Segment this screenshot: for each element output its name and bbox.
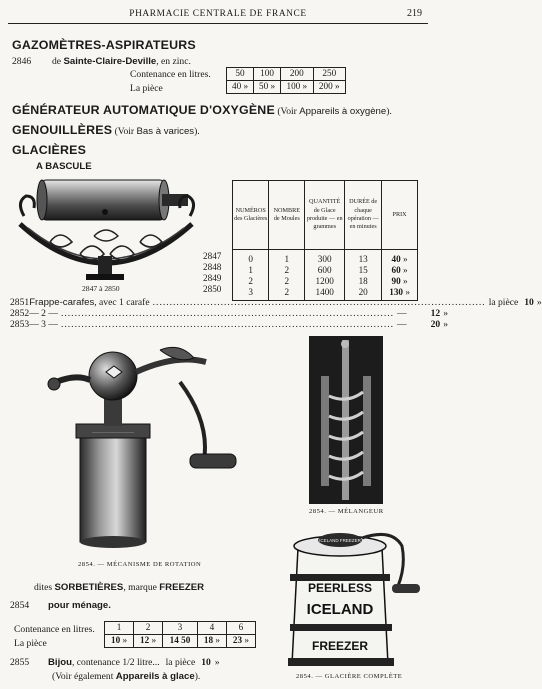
price-cell: 18 » (197, 635, 226, 648)
price-cell: 23 » (226, 635, 255, 648)
item-number: 2854 (10, 600, 30, 611)
figure-caption-complete: 2854. — GLACIÈRE COMPLÈTE (296, 673, 403, 680)
list-item: 2851 Frappe-carafes , avec 1 carafe .................................................................................................. la pièce 10 » (10, 297, 542, 308)
table-row: 2 2 1200 18 90 » (233, 276, 418, 287)
heading-gazometres: GAZOMÈTRES-ASPIRATEURS (12, 38, 196, 52)
heading-genouilleres: GENOUILLÈRES (12, 123, 113, 137)
capacity-cell: 1 (105, 622, 134, 635)
price-cell: 10 » (105, 635, 134, 648)
glaciere-bascule-illustration (10, 172, 205, 284)
capacity-cell: 4 (197, 622, 226, 635)
freezer-brand-mid: ICELAND (306, 601, 374, 618)
running-header: PHARMACIE CENTRALE DE FRANCE (129, 9, 307, 19)
gazometres-description: 2846 de Sainte-Claire-Deville , en zinc. (12, 56, 191, 67)
bijou-item: 2855 Bijou , contenance 1/2 litre... la pièce 10 » (10, 657, 220, 668)
figure-caption-melangeur: 2854. — MÉLANGEUR (309, 508, 384, 515)
freezer-lid-label: ICELAND FREEZER (319, 538, 361, 543)
capacity-cell: 200 (281, 68, 313, 81)
price-cell: 40 » (227, 81, 254, 94)
col-header-numeros: NUMÉROS des Glacières (233, 181, 269, 250)
price-cell: 14 50 (163, 635, 198, 648)
table-row-ref: 2849 (203, 273, 222, 283)
freezer-brand-top: PEERLESS (307, 581, 373, 595)
header-rule (8, 23, 428, 24)
list-item: 2852 — 2 — .................................................................................................. — 12 » (10, 308, 448, 319)
table-row-ref: 2850 (203, 284, 222, 294)
table-row: 3 2 1400 20 130 » (233, 287, 418, 301)
melangeur-illustration (309, 336, 383, 504)
capacity-row (227, 68, 346, 81)
col-header-moules: NOMBRE de Moules (269, 181, 305, 250)
generateur-entry: GÉNÉRATEUR AUTOMATIQUE D'OXYGÈNE (Voir Appareils à oxygène ). (12, 103, 392, 117)
gazometres-row-label-price: La pièce (130, 83, 163, 94)
svg-text:·····················: ····················· (92, 430, 134, 436)
price-cell: 200 » (313, 81, 345, 94)
figure-caption-rotation: 2854. — MÉCANISME DE ROTATION (78, 561, 202, 568)
gazometres-row-label-capacity: Contenance en litres. (130, 69, 211, 80)
freezer-brand-bottom: FREEZER (311, 639, 369, 653)
glaciere-complete-illustration (270, 528, 426, 670)
list-item: 2853 — 3 — .................................................................................................. — 20 » (10, 319, 448, 330)
sorbetieres-intro: dites SORBETIÈRES , marque FREEZER (34, 582, 205, 593)
sorbetieres-row-label-capacity: Contenance en litres. (14, 624, 95, 635)
sorbetieres-row-label-price: La pièce (14, 638, 47, 649)
sorbetieres-item: 2854 pour ménage. (10, 600, 111, 611)
price-row (105, 635, 256, 648)
genouilleres-entry: GENOUILLÈRES (Voir Bas à varices ). (12, 123, 200, 137)
price-cell: 100 » (281, 81, 313, 94)
table-row-ref: 2847 (203, 251, 222, 261)
capacity-cell: 100 (254, 68, 281, 81)
capacity-cell: 2 (134, 622, 163, 635)
page-number: 219 (407, 8, 422, 19)
heading-generateur: GÉNÉRATEUR AUTOMATIQUE D'OXYGÈNE (12, 103, 275, 117)
col-header-prix: PRIX (382, 181, 418, 250)
gazometres-price-table (226, 67, 346, 94)
table-row-ref: 2848 (203, 262, 222, 272)
subheading-a-bascule: A BASCULE (36, 161, 92, 172)
mecanisme-rotation-illustration (40, 342, 245, 552)
col-header-quantite: QUANTITÉ de Glace produite — en grammes (305, 181, 345, 250)
glacieres-table (232, 180, 418, 301)
figure-caption-2847-2850: 2847 à 2850 (82, 284, 120, 293)
sorbetieres-price-table (104, 621, 256, 648)
capacity-cell: 250 (313, 68, 345, 81)
table-row: 0 1 300 13 40 » (233, 250, 418, 266)
capacity-cell: 3 (163, 622, 198, 635)
capacity-cell: 50 (227, 68, 254, 81)
item-number: 2846 (12, 56, 32, 67)
capacity-cell: 6 (226, 622, 255, 635)
capacity-row (105, 622, 256, 635)
price-row (227, 81, 346, 94)
bijou-note: (Voir également Appareils à glace ). (52, 671, 201, 682)
heading-glacieres: GLACIÈRES (12, 143, 87, 157)
glacieres-table-header (233, 181, 418, 250)
price-cell: 12 » (134, 635, 163, 648)
table-row: 1 2 600 15 60 » (233, 265, 418, 276)
price-cell: 50 » (254, 81, 281, 94)
col-header-duree: DURÉE de chaque opération — en minutes (345, 181, 382, 250)
